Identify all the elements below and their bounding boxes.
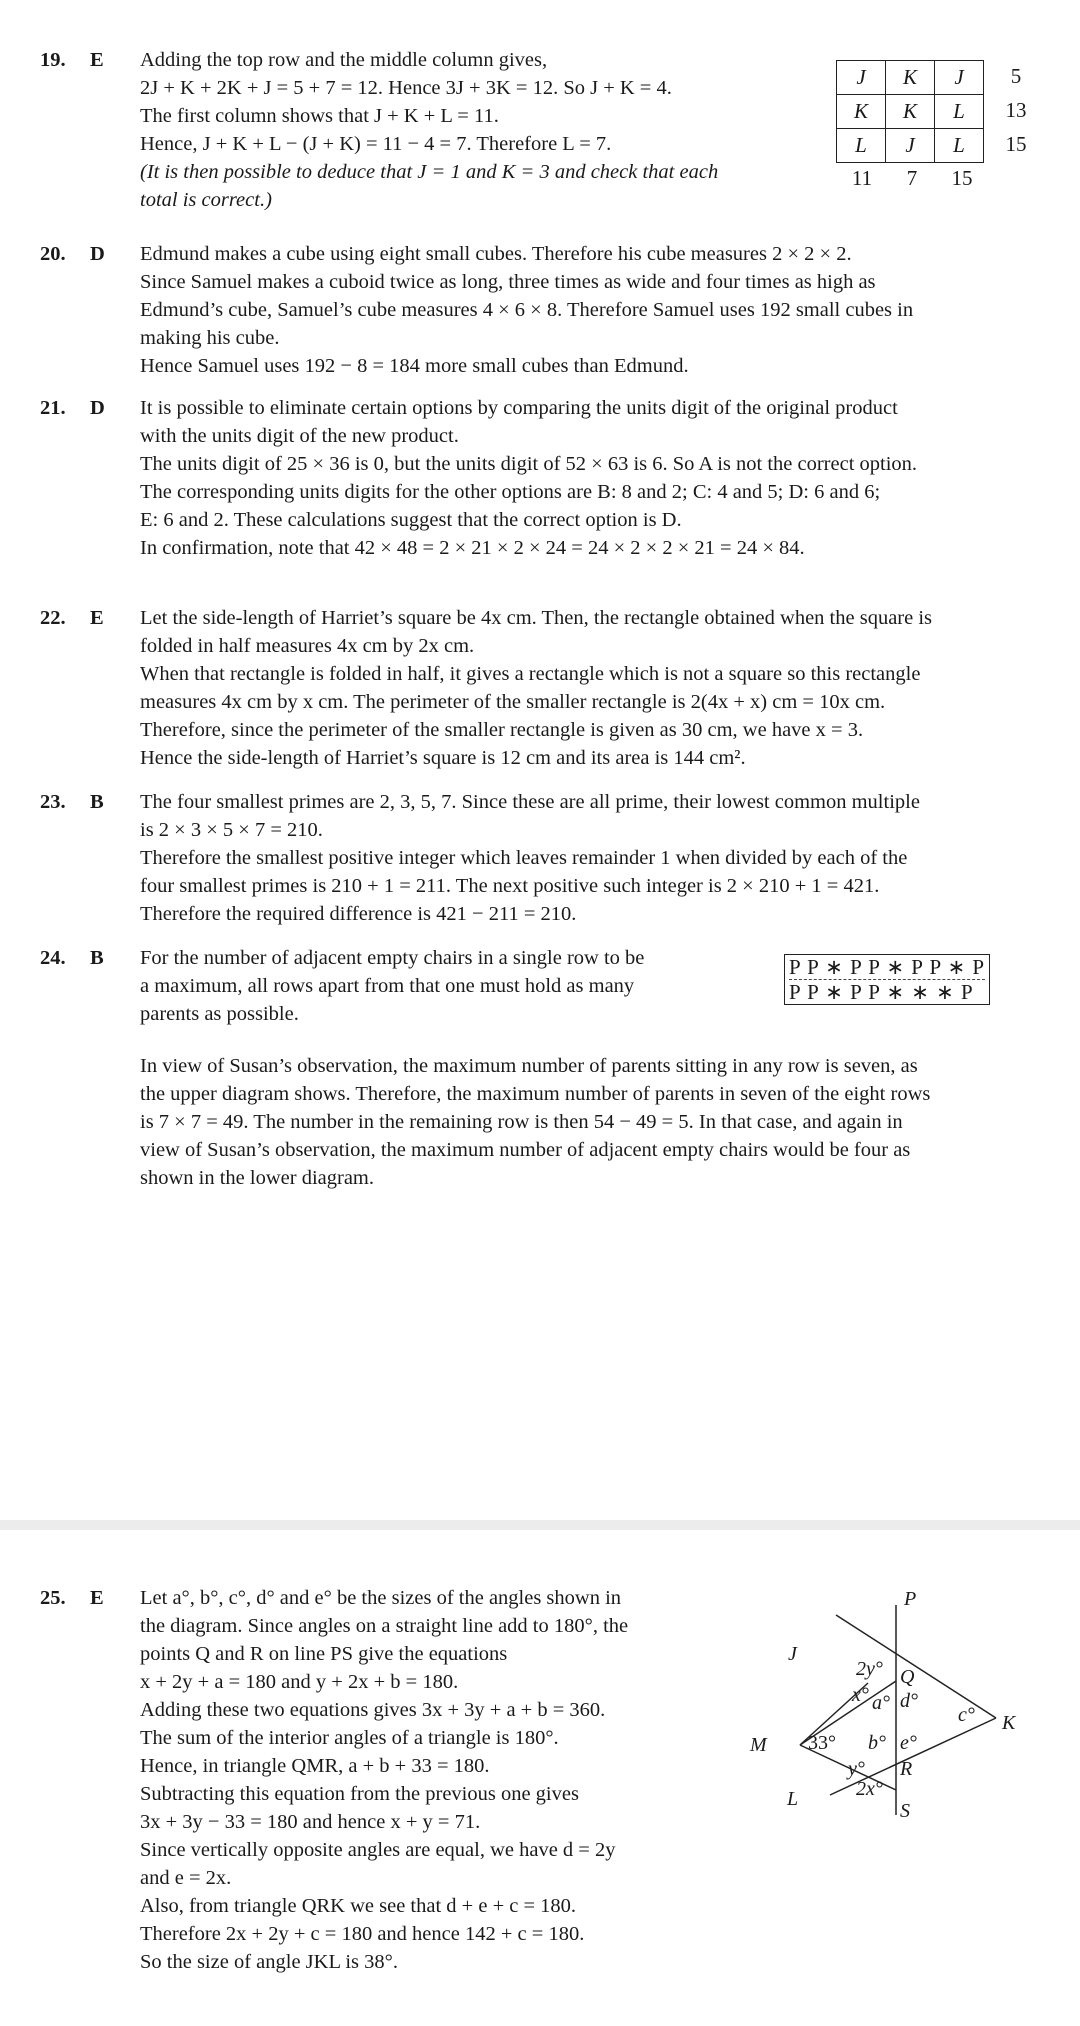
text-line: Therefore 2x + 2y + c = 180 and hence 142 + c = 180. — [140, 1923, 585, 1945]
text-line: parents as possible. — [140, 1003, 299, 1025]
angle-x: x° — [852, 1684, 869, 1706]
text-line: In view of Susan’s observation, the maximum number of parents sitting in any row is seven, as — [140, 1055, 918, 1077]
text-line: In confirmation, note that 42 × 48 = 2 × 21 × 2 × 24 = 24 × 2 × 2 × 21 = 24 × 84. — [140, 537, 805, 559]
text-line: 2J + K + 2K + J = 5 + 7 = 12. Hence 3J + 3K = 12. So J + K = 4. — [140, 77, 672, 99]
angle-d: d° — [900, 1690, 918, 1712]
text-line: Hence Samuel uses 192 − 8 = 184 more small cubes than Edmund. — [140, 355, 689, 377]
grid-cell: K — [886, 61, 935, 95]
question-number: 24. — [40, 947, 66, 969]
text-line: measures 4x cm by x cm. The perimeter of the smaller rectangle is 2(4x + x) cm = 10x cm. — [140, 691, 886, 713]
angle-diagram — [740, 1585, 1060, 1825]
text-line: Let a°, b°, c°, d° and e° be the sizes of the angles shown in — [140, 1587, 622, 1609]
text-line: Hence the side-length of Harriet’s square is 12 cm and its area is 144 cm². — [140, 747, 746, 769]
chairs-diagram — [784, 954, 990, 1005]
grid-cell: J — [886, 129, 935, 163]
question-number: 19. — [40, 49, 66, 71]
answer-letter: E — [90, 1587, 104, 1609]
answer-letter: E — [90, 49, 104, 71]
text-line: shown in the lower diagram. — [140, 1167, 374, 1189]
label-s: S — [900, 1800, 910, 1822]
text-line: the upper diagram shows. Therefore, the maximum number of parents in seven of the eight rows — [140, 1083, 931, 1105]
text-line: Therefore the required difference is 421 − 211 = 210. — [140, 903, 577, 925]
text-line: It is possible to eliminate certain options by comparing the units digit of the original product — [140, 397, 898, 419]
angle-2x: 2x° — [856, 1778, 883, 1800]
label-l: L — [787, 1788, 799, 1810]
text-line: Since Samuel makes a cuboid twice as long, three times as wide and four times as high as — [140, 271, 876, 293]
angle-33: 33° — [808, 1732, 836, 1754]
text-line: (It is then possible to deduce that J = 1 and K = 3 and check that each — [140, 161, 719, 183]
text-line: Adding the top row and the middle column gives, — [140, 49, 548, 71]
answer-letter: B — [90, 791, 104, 813]
label-m: M — [750, 1734, 767, 1756]
text-line: and e = 2x. — [140, 1867, 232, 1889]
text-line: Edmund’s cube, Samuel’s cube measures 4 × 6 × 8. Therefore Samuel uses 192 small cubes in — [140, 299, 914, 321]
column-total: 11 — [851, 166, 873, 190]
chairs-lower-row: P P ∗ P P ∗ ∗ ∗ P — [789, 979, 985, 1004]
letter-grid — [836, 60, 1027, 190]
solution-text — [140, 240, 913, 380]
column-total: 7 — [906, 166, 918, 190]
text-line: making his cube. — [140, 327, 280, 349]
text-line: The four smallest primes are 2, 3, 5, 7. Since these are all prime, their lowest common multiple — [140, 791, 920, 813]
text-line: Therefore, since the perimeter of the smaller rectangle is given as 30 cm, we have x = 3. — [140, 719, 864, 741]
text-line: The units digit of 25 × 36 is 0, but the units digit of 52 × 63 is 6. So A is not the correct option. — [140, 453, 918, 475]
row-total: 13 — [1005, 98, 1027, 122]
text-line: E: 6 and 2. These calculations suggest that the correct option is D. — [140, 509, 682, 531]
text-line: Adding these two equations gives 3x + 3y + a + b = 360. — [140, 1699, 606, 1721]
row-total: 15 — [1005, 132, 1027, 156]
line-lk — [830, 1718, 996, 1795]
text-line: Hence, J + K + L − (J + K) = 11 − 4 = 7. Therefore L = 7. — [140, 133, 612, 155]
text-line: total is correct.) — [140, 189, 272, 211]
text-line: Hence, in triangle QMR, a + b + 33 = 180. — [140, 1755, 490, 1777]
text-line: a maximum, all rows apart from that one must hold as many — [140, 975, 635, 997]
text-line: Also, from triangle QRK we see that d + e + c = 180. — [140, 1895, 577, 1917]
column-total: 15 — [951, 166, 973, 190]
text-line: is 2 × 3 × 5 × 7 = 210. — [140, 819, 323, 841]
angle-b: b° — [868, 1732, 886, 1754]
answer-letter: B — [90, 947, 104, 969]
label-j: J — [788, 1643, 797, 1665]
text-line: Since vertically opposite angles are equal, we have d = 2y — [140, 1839, 616, 1861]
question-number: 20. — [40, 243, 66, 265]
chairs-upper-row: P P ∗ P P ∗ P P ∗ P — [789, 955, 986, 979]
text-line: four smallest primes is 210 + 1 = 211. The next positive such integer is 2 × 210 + 1 = 421. — [140, 875, 880, 897]
text-line: points Q and R on line PS give the equations — [140, 1643, 508, 1665]
page-separator — [0, 1520, 1080, 1530]
label-r: R — [900, 1758, 913, 1780]
text-line: 3x + 3y − 33 = 180 and hence x + y = 71. — [140, 1811, 481, 1833]
text-line: The corresponding units digits for the other options are B: 8 and 2; C: 4 and 5; D: 6 and 6; — [140, 481, 881, 503]
text-line: Let the side-length of Harriet’s square be 4x cm. Then, the rectangle obtained when the square is — [140, 607, 933, 629]
page-2 — [0, 1530, 1080, 2026]
grid-cell: J — [837, 61, 886, 95]
text-line: is 7 × 7 = 49. The number in the remaining row is then 54 − 49 = 5. In that case, and again in — [140, 1111, 903, 1133]
angle-e: e° — [900, 1732, 917, 1754]
solution-text — [140, 46, 718, 214]
text-line: So the size of angle JKL is 38°. — [140, 1951, 398, 1973]
grid-cell: K — [886, 95, 935, 129]
solution-text — [140, 788, 920, 928]
text-line: The first column shows that J + K + L = 11. — [140, 105, 499, 127]
row-total: 5 — [1010, 64, 1022, 88]
text-line: For the number of adjacent empty chairs in a single row to be — [140, 947, 645, 969]
text-line: folded in half measures 4x cm by 2x cm. — [140, 635, 475, 657]
grid-cell: L — [935, 95, 984, 129]
solution-text — [140, 604, 932, 772]
text-line: Therefore the smallest positive integer which leaves remainder 1 when divided by each of the — [140, 847, 908, 869]
text-line: Edmund makes a cube using eight small cubes. Therefore his cube measures 2 × 2 × 2. — [140, 243, 852, 265]
angle-2y: 2y° — [856, 1658, 883, 1680]
angle-y: y° — [848, 1758, 865, 1780]
text-line: The sum of the interior angles of a triangle is 180°. — [140, 1727, 559, 1749]
text-line: Subtracting this equation from the previous one gives — [140, 1783, 579, 1805]
text-line: with the units digit of the new product. — [140, 425, 459, 447]
solution-text — [140, 394, 917, 562]
grid-cell: K — [837, 95, 886, 129]
answer-letter: E — [90, 607, 104, 629]
text-line: When that rectangle is folded in half, it gives a rectangle which is not a square so this rectangle — [140, 663, 921, 685]
grid-cell: L — [837, 129, 886, 163]
label-p: P — [904, 1588, 917, 1610]
answer-letter: D — [90, 243, 105, 265]
solution-text — [140, 1584, 628, 1976]
text-line: view of Susan’s observation, the maximum number of adjacent empty chairs would be four as — [140, 1139, 911, 1161]
grid-cell: L — [935, 129, 984, 163]
question-number: 25. — [40, 1587, 66, 1609]
text-line: the diagram. Since angles on a straight line add to 180°, the — [140, 1615, 629, 1637]
angle-c: c° — [958, 1704, 975, 1726]
grid-cell: J — [935, 61, 984, 95]
label-q: Q — [900, 1666, 915, 1688]
question-number: 22. — [40, 607, 66, 629]
label-k: K — [1002, 1712, 1016, 1734]
text-line: x + 2y + a = 180 and y + 2x + b = 180. — [140, 1671, 459, 1693]
question-number: 23. — [40, 791, 66, 813]
question-number: 21. — [40, 397, 66, 419]
angle-a: a° — [872, 1692, 890, 1714]
answer-letter: D — [90, 397, 105, 419]
